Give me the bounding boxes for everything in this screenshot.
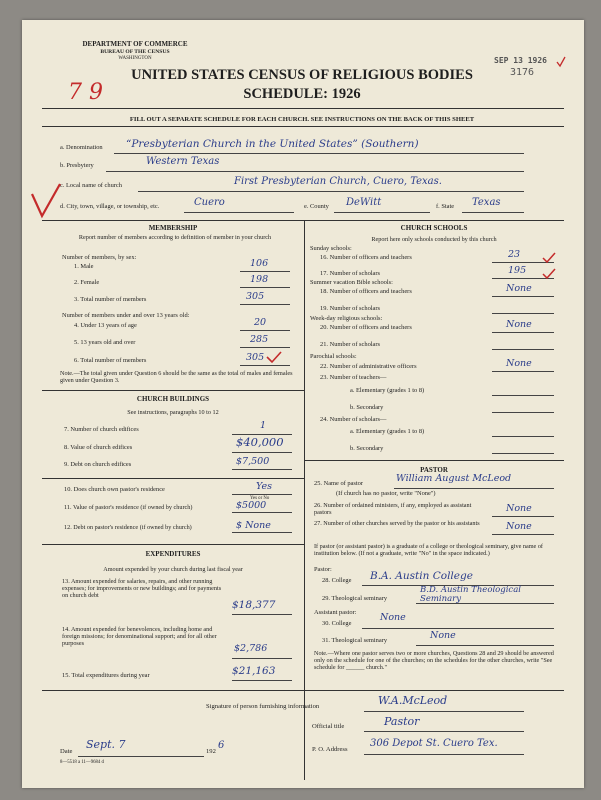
residence-owned-value: Yes: [256, 481, 272, 492]
signature-label: Signature of person furnishing information: [206, 703, 320, 710]
residence-owned-label: 10. Does church own pastor's residence: [64, 486, 165, 493]
yes-no-hint: Yes or No: [250, 496, 270, 501]
benevolences-label: 14. Amount expended for benevolences, including home and foreign missions; for denominational support; and for all other purposes: [62, 626, 217, 648]
local-name-value: First Presbyterian Church, Cuero, Texas.: [234, 176, 442, 187]
male-line: [240, 271, 290, 272]
parochial-schools-heading: Parochial schools:: [310, 353, 357, 360]
address-label: P. O. Address: [312, 746, 348, 753]
scholars-secondary-line: [492, 453, 554, 454]
local-name-label: c. Local name of church: [60, 182, 122, 189]
benevolences-value: $2,786: [234, 643, 268, 654]
male-label: 1. Male: [74, 263, 94, 270]
total-expenditures-value: $21,163: [232, 665, 276, 677]
weekday-scholars-line: [492, 349, 554, 350]
expenditures-divider: [42, 544, 304, 545]
official-title-label: Official title: [312, 723, 345, 730]
sunday-schools-heading: Sunday schools:: [310, 245, 352, 252]
total-members-2-line: [240, 365, 290, 366]
scholars-elementary-label: a. Elementary (grades 1 to 8): [350, 428, 425, 435]
pastor-divider: [304, 460, 564, 461]
assistant-ministers-label: 26. Number of ordained ministers, if any, employed as assistant pastors: [314, 502, 472, 517]
assistant-college-line: [362, 628, 554, 629]
summer-scholars-label: 19. Number of scholars: [320, 305, 380, 312]
total-members-value: 305: [246, 291, 265, 302]
edifices-value-line: [232, 452, 292, 453]
parochial-scholars-label: 24. Number of scholars—: [320, 416, 387, 423]
date-line: [78, 756, 204, 757]
sunday-teachers-label: 16. Number of officers and teachers: [320, 254, 412, 261]
address-line: [364, 754, 524, 755]
total-members-2-label: 6. Total number of members: [74, 357, 147, 364]
denomination-line: [114, 153, 524, 154]
county-line: [334, 212, 430, 213]
residence-owned-line: [232, 494, 292, 495]
pastor-college-value: B.A. Austin College: [370, 570, 473, 582]
running-expenses-value: $18,377: [232, 599, 276, 611]
assistant-seminary-line: [416, 645, 554, 646]
city-value: Cuero: [194, 197, 225, 208]
signature-divider: [42, 690, 564, 691]
other-churches-label: 27. Number of other churches served by the pastor or his assistants: [314, 520, 480, 527]
teachers-secondary-label: b. Secondary: [350, 404, 384, 411]
edifices-value-value: $40,000: [236, 435, 284, 449]
residence-value-line: [232, 512, 292, 513]
official-title-value: Pastor: [384, 715, 420, 728]
edifices-debt-line: [232, 469, 292, 470]
buildings-subtitle: See instructions, paragraphs 10 to 12: [127, 409, 219, 416]
instruction-divider: [42, 126, 564, 127]
state-label: f. State: [436, 203, 455, 210]
expenditures-subtitle: Amount expended by your church during last fiscal year: [103, 566, 243, 573]
age-heading: Number of members under and over 13 years old:: [62, 312, 190, 319]
church-edifices-value: 1: [260, 420, 267, 431]
total-expenditures-label: 15. Total expenditures during year: [62, 672, 150, 679]
summer-schools-heading: Summer vacation Bible schools:: [310, 279, 393, 286]
edifices-debt-label: 9. Debt on church edifices: [64, 461, 132, 468]
year-digit: 6: [218, 740, 225, 751]
residence-divider: [42, 478, 304, 479]
over-13-label: 5. 13 years old and over: [74, 339, 136, 346]
edifices-value-label: 8. Value of church edifices: [64, 444, 133, 451]
assistant-seminary-label: 31. Theological seminary: [322, 637, 388, 644]
scholars-secondary-label: b. Secondary: [350, 445, 384, 452]
expenditures-title: EXPENDITURES: [145, 550, 201, 558]
running-expenses-label: 13. Amount expended for salaries, repairs, and other running expenses; for improvements or new buildings; and for payments on church debt: [62, 578, 222, 600]
weekday-schools-heading: Week-day religious schools:: [310, 315, 383, 322]
other-churches-value: None: [506, 521, 532, 532]
under-13-label: 4. Under 13 years of age: [74, 322, 137, 329]
running-expenses-line: [232, 614, 292, 615]
state-line: [462, 212, 524, 213]
received-stamp-date: SEP 13 1926: [494, 56, 547, 65]
membership-title: MEMBERSHIP: [148, 224, 198, 232]
form-subtitle: SCHEDULE: 1926: [243, 86, 361, 102]
pastor-note: Note.—Where one pastor serves two or more churches, Questions 28 and 29 should be answered only on the schedule for one of the churches; on the schedules for the other churches, write "See schedule for ______ church.": [314, 650, 554, 672]
total-members-label: 3. Total number of members: [74, 296, 147, 303]
official-title-line: [364, 731, 524, 732]
header-divider: [42, 108, 564, 109]
signature-line: [364, 711, 524, 712]
teachers-elementary-label: a. Elementary (grades 1 to 8): [350, 387, 425, 394]
residence-debt-label: 12. Debt on pastor's residence (if owned by church): [64, 524, 192, 531]
sunday-scholars-label: 17. Number of scholars: [320, 270, 380, 277]
city-line: [184, 212, 294, 213]
assistant-pastor-heading: Assistant pastor:: [314, 609, 357, 616]
weekday-scholars-label: 21. Number of scholars: [320, 341, 380, 348]
teachers-secondary-line: [492, 412, 554, 413]
red-checkmark-sunday-scholars: [542, 268, 556, 280]
pastor-name-line: [394, 488, 554, 489]
scholars-elementary-line: [492, 436, 554, 437]
red-file-number: 7 9: [68, 80, 103, 105]
sunday-teachers-value: 23: [508, 249, 521, 260]
assistant-college-label: 30. College: [322, 620, 352, 627]
county-label: e. County: [304, 203, 329, 210]
assistant-seminary-value: None: [430, 630, 456, 641]
college-note: If pastor (or assistant pastor) is a graduate of a college or theological seminary, give name of institution below. (If not a graduate, write "No" in the space indicated.): [314, 543, 543, 558]
bureau-heading: BUREAU OF THE CENSUS: [100, 49, 170, 55]
red-checkmark-margin: [28, 180, 68, 222]
red-checkmark-stamp: [556, 56, 566, 68]
schools-intro: Report here only schools conducted by this church: [371, 236, 497, 243]
membership-note: Note.—The total given under Question 6 should be the same as the total of males and females given under Question 3.: [60, 370, 293, 385]
parochial-officers-label: 22. Number of administrative officers: [320, 363, 417, 370]
residence-debt-line: [232, 532, 292, 533]
pastor-college-label: 28. College: [322, 577, 352, 584]
weekday-teachers-label: 20. Number of officers and teachers: [320, 324, 412, 331]
teachers-elementary-line: [492, 395, 554, 396]
schools-title: CHURCH SCHOOLS: [400, 224, 468, 232]
signature-value: W.A.McLeod: [378, 694, 448, 707]
benevolences-line: [232, 658, 292, 659]
red-checkmark-sunday-teachers: [542, 252, 556, 264]
pastor-seminary-value: B.D. Austin Theological Seminary: [420, 585, 521, 604]
total-expenditures-line: [232, 680, 292, 681]
church-edifices-label: 7. Number of church edifices: [64, 426, 139, 433]
form-title: UNITED STATES CENSUS OF RELIGIOUS BODIES: [131, 67, 473, 83]
county-value: DeWitt: [346, 197, 382, 208]
columns-top-divider: [42, 220, 564, 221]
sunday-scholars-value: 195: [508, 265, 527, 276]
pastor-seminary-label: 29. Theological seminary: [322, 595, 388, 602]
weekday-teachers-line: [492, 332, 554, 333]
received-stamp-number: 3176: [510, 67, 535, 78]
female-value: 198: [250, 274, 269, 285]
pastor-education-heading: Pastor:: [314, 566, 332, 573]
pastor-title: PASTOR: [420, 466, 448, 474]
parochial-officers-line: [492, 371, 554, 372]
presbytery-value: Western Texas: [146, 156, 220, 167]
total-members-line: [240, 304, 290, 305]
under-13-value: 20: [254, 317, 267, 328]
pastor-name-hint: (If church has no pastor, write "None"): [336, 490, 436, 497]
city-heading: WASHINGTON: [118, 56, 152, 61]
summer-teachers-value: None: [506, 283, 532, 294]
residence-debt-value: $ None: [236, 520, 271, 531]
column-divider: [304, 220, 305, 780]
parochial-officers-value: None: [506, 358, 532, 369]
assistant-college-value: None: [380, 612, 406, 623]
denomination-label: a. Denomination: [60, 144, 103, 151]
female-label: 2. Female: [74, 279, 100, 286]
summer-teachers-line: [492, 296, 554, 297]
state-value: Texas: [472, 197, 501, 208]
form-code: 8—5518 a 11—9684 d: [60, 760, 104, 765]
census-form-page: [22, 20, 584, 788]
weekday-teachers-value: None: [506, 319, 532, 330]
denomination-value: “Presbyterian Church in the United States” (Southern): [126, 138, 419, 150]
department-heading: DEPARTMENT OF COMMERCE: [82, 40, 188, 48]
date-label: Date: [60, 748, 73, 755]
year-prefix: 192: [206, 748, 216, 755]
presbytery-label: b. Presbytery: [60, 162, 94, 169]
summer-scholars-line: [492, 313, 554, 314]
buildings-divider: [42, 390, 304, 391]
residence-value-label: 11. Value of pastor's residence (if owned by church): [64, 504, 193, 511]
under-13-line: [240, 330, 290, 331]
summer-teachers-label: 18. Number of officers and teachers: [320, 288, 412, 295]
female-line: [240, 287, 290, 288]
form-instruction: FILL OUT A SEPARATE SCHEDULE FOR EACH CHURCH. SEE INSTRUCTIONS ON THE BACK OF THIS SHEET: [129, 116, 475, 123]
presbytery-line: [106, 171, 524, 172]
address-value: 306 Depot St. Cuero Tex.: [370, 738, 498, 749]
residence-value-value: $5000: [236, 500, 267, 511]
over-13-value: 285: [250, 334, 269, 345]
total-members-2-value: 305: [246, 352, 265, 363]
assistant-ministers-value: None: [506, 503, 532, 514]
other-churches-line: [492, 534, 554, 535]
parochial-teachers-label: 23. Number of teachers—: [320, 374, 387, 381]
buildings-title: CHURCH BUILDINGS: [136, 395, 210, 403]
red-checkmark-total: [265, 350, 283, 364]
pastor-name-value: William August McLeod: [396, 473, 512, 484]
male-value: 106: [250, 258, 269, 269]
city-label: d. City, town, village, or township, etc.: [60, 203, 160, 210]
over-13-line: [240, 347, 290, 348]
assistant-ministers-line: [492, 516, 554, 517]
members-by-sex-heading: Number of members, by sex:: [62, 254, 137, 261]
date-value: Sept. 7: [86, 738, 126, 751]
edifices-debt-value: $7,500: [236, 456, 270, 467]
membership-intro: Report number of members according to definition of member in your church: [78, 234, 272, 241]
local-name-line: [138, 191, 524, 192]
pastor-name-label: 25. Name of pastor: [314, 480, 363, 487]
